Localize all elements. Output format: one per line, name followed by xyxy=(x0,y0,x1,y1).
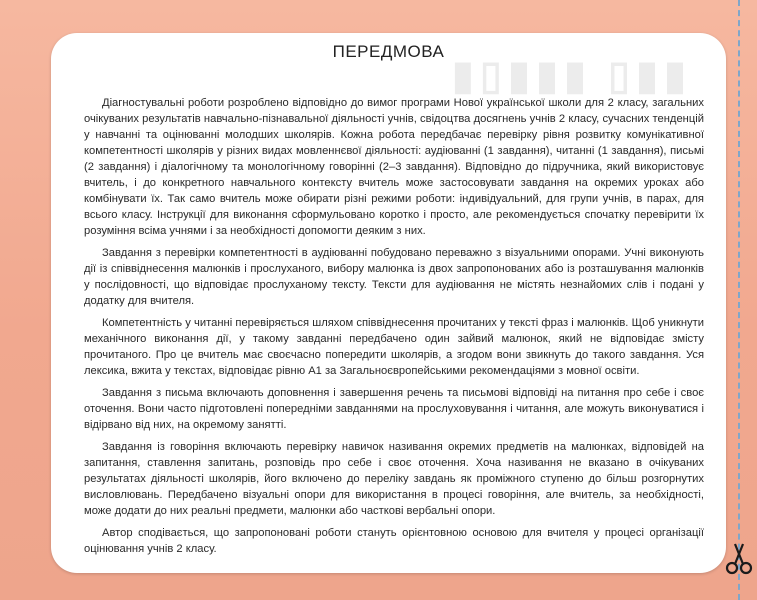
paragraph-4: Завдання з письма включають доповнення і завершення речень та письмові відповіді на питання про себе і своє оточення. Вони часто підготовлені попередніми завданнями на прослуховування і читання, але можуть виконуватися і відірвано від них, на окремому занятті. xyxy=(84,387,704,431)
paragraph-6: Автор сподівається, що запропоновані роботи стануть орієнтовною основою для вчителя у процесі організації оцінювання учнів 2 класу. xyxy=(84,527,704,555)
paragraph-5: Завдання із говоріння включають перевірку навичок називання окремих предметів на малюнках, відповідей на запитання, ставлення запитань, розповідь про себе і своє оточення. Хоча називання не вказано в очікуваних результатах діяльності школярів, його включено до переліку завдань як проміжного ступеню до більш розгорнутих висловлювань. Передбачено візуальні опори для використання в процесі говоріння, але вчитель, за необхідності, може додати до них реальні предмети, малюнки або часткові вербальні опори. xyxy=(84,441,704,517)
paragraph-3: Компетентність у читанні перевіряється шляхом співвіднесення прочитаних у тексті фраз і малюнків. Щоб уникнути механічного виконання дії, у такому завданні передбачено один зайвий малюнок, який не відповідає змісту прочитаного. Про це вчитель має своєчасно попередити школярів, а згодом вони звикнуть до такого завдання. Уся лексика, вжита у текстах, відповідає рівню А1 за Загальноєвропейськими рекомендаціями з мовної освіти. xyxy=(84,317,704,377)
watermark-icon: ▮▮▯ ▮▮▮▯▮ xyxy=(445,59,686,104)
paragraph-2: Завдання з перевірки компетентності в аудіюванні побудовано переважно з візуальними опорами. Учні виконують дії із співвіднесення малюнків і прослуханого, вибору малюнка із двох запропонованих або із розташування малюнків у послідовності, що відповідає прослуханому тексту. Тексти для аудіювання не містять незнайомих слів і подані у додатку для вчителя. xyxy=(84,247,704,307)
paragraph-1: Діагностувальні роботи розроблено відповідно до вимог програми Нової української школи для 2 класу, загальних очікуваних результатів навчально-пізнавальної діяльності учнів, свідоцтва досягнень учнів 2 класу, сучасних тенденцій у навчанні та оцінюванні молодших школярів. Кожна робота передбачає перевірку рівня розвитку комунікативної компетентності школярів у різних видах мовленнєвої діяльності: аудіюванні (1 завдання), читанні (1 завдання), письмі (2 завдання) і діалогічному та монологічному говорінні (2–3 завдання). Відповідно до підручника, який використовує вчитель, і до конкретного навчального контексту вчитель може застосовувати завдання на окремих уроках або комбінувати їх. Так само вчитель може обирати різні режими роботи: індивідуальний, для групи учнів, в парах, для всього класу. Інструкції для виконання сформульовано коротко і просто, але рекомендується спочатку перевірити їх розуміння всіма учнями і за необхідності допомогти деяким з них. xyxy=(84,97,704,237)
preface-card xyxy=(51,33,726,573)
page-title: ПЕРЕДМОВА xyxy=(332,42,445,61)
preface-text xyxy=(84,95,704,557)
scissors-icon xyxy=(723,540,755,576)
cut-line xyxy=(738,0,740,600)
